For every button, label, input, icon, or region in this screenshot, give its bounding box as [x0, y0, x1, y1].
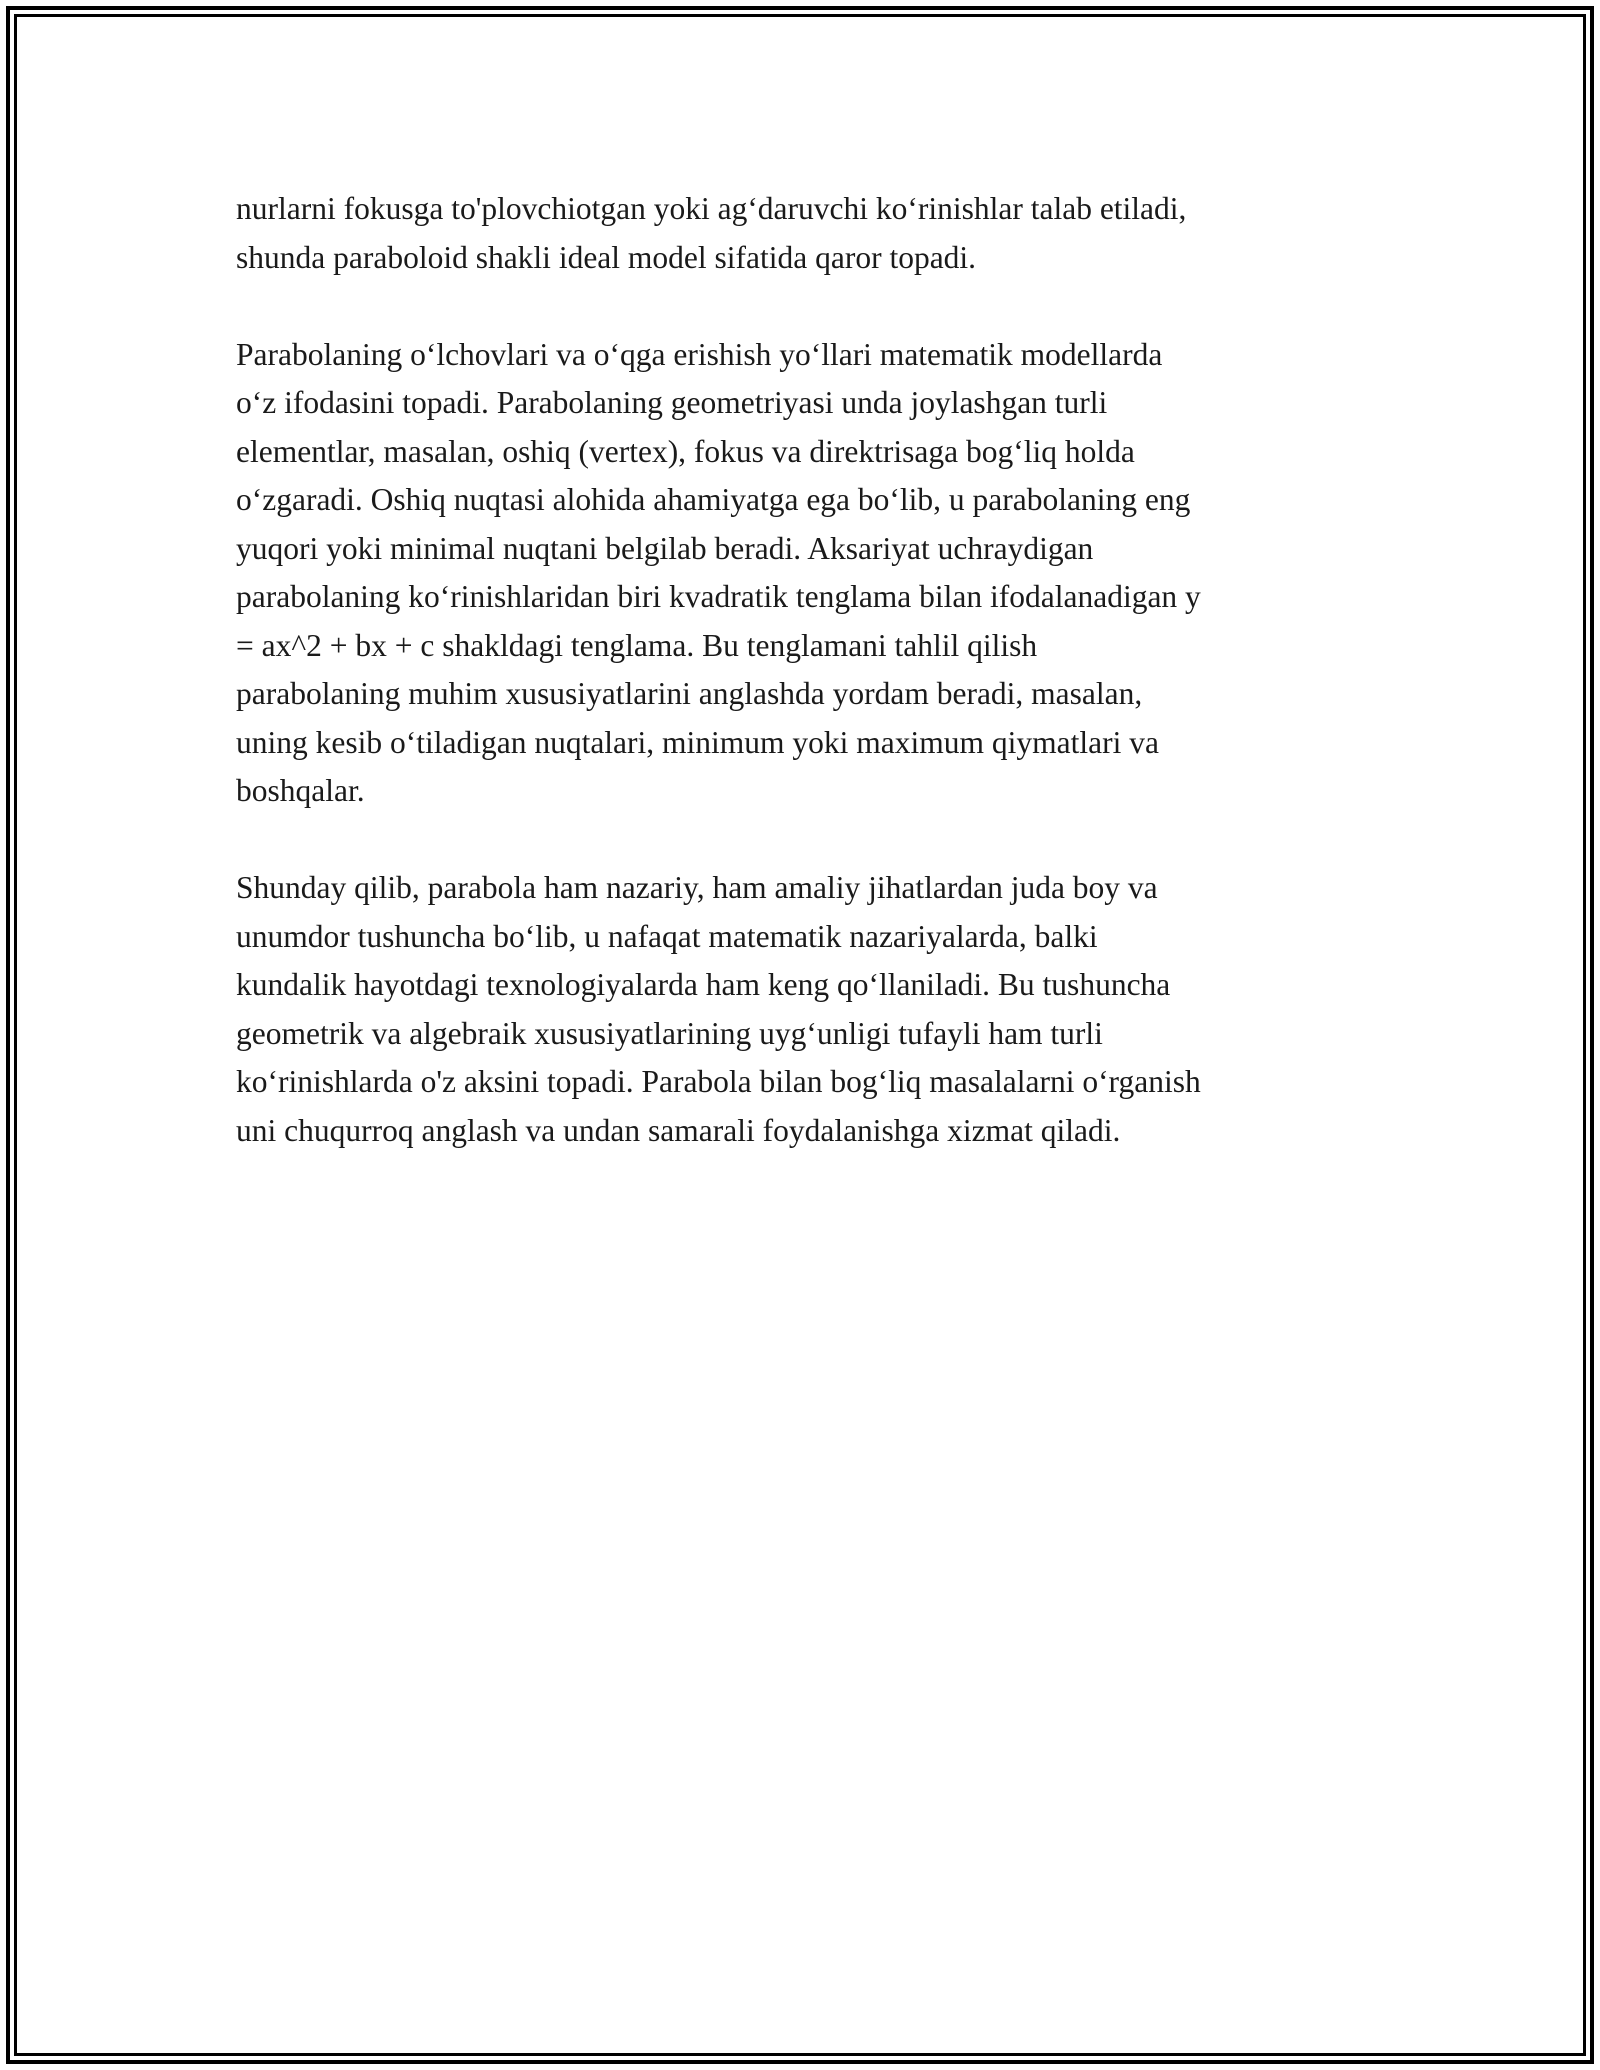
text-line: uning kesib o‘tiladigan nuqtalari, minimum yoki maximum qiymatlari va: [236, 724, 1159, 760]
text-line: kundalik hayotdagi texnologiyalarda ham keng qo‘llaniladi. Bu tushuncha: [236, 967, 1171, 1002]
text-line: = ax^2 + bx + c shakldagi tenglama. Bu tenglamani tahlil qilish: [236, 627, 1038, 663]
text-line: Shunday qilib, parabola ham nazariy, ham amaliy jihatlardan juda boy va: [236, 870, 1158, 905]
text-line: nurlarni fokusga to'plovchiotgan yoki ag‘daruvchi ko‘rinishlar talab etiladi,: [236, 191, 1187, 226]
text-line: boshqalar.: [236, 773, 365, 808]
text-line: shunda paraboloid shakli ideal model sifatida qaror topadi.: [236, 239, 977, 275]
text-line: parabolaning ko‘rinishlaridan biri kvadratik tenglama bilan ifodalanadigan y: [236, 579, 1201, 614]
paragraph-3: [236, 864, 1366, 1155]
text-line: uni chuqurroq anglash va undan samarali foydalanishga xizmat qiladi.: [236, 1112, 1121, 1148]
text-line: o‘zgaradi. Oshiq nuqtasi alohida ahamiyatga ega bo‘lib, u parabolaning eng: [236, 482, 1191, 517]
text-line: parabolaning muhim xususiyatlarini anglashda yordam beradi, masalan,: [236, 676, 1143, 711]
paragraph-2: [236, 331, 1366, 816]
text-line: yuqori yoki minimal nuqtani belgilab beradi. Aksariyat uchraydigan: [236, 530, 1094, 566]
text-line: o‘z ifodasini topadi. Parabolaning geometriyasi unda joylashgan turli: [236, 385, 1108, 420]
text-line: unumdor tushuncha bo‘lib, u nafaqat matematik nazariyalarda, balki: [236, 918, 1098, 954]
text-line: ko‘rinishlarda o'z aksini topadi. Parabola bilan bog‘liq masalalarni o‘rganish: [236, 1064, 1201, 1099]
text-line: Parabolaning o‘lchovlari va o‘qga erishish yo‘llari matematik modellarda: [236, 336, 1163, 372]
text-line: geometrik va algebraik xususiyatlarining uyg‘unligi tufayli ham turli: [236, 1015, 1103, 1051]
paragraph-1: [236, 185, 1366, 282]
text-line: elementlar, masalan, oshiq (vertex), fokus va direktrisaga bog‘liq holda: [236, 433, 1135, 469]
document-body: [236, 185, 1366, 1204]
